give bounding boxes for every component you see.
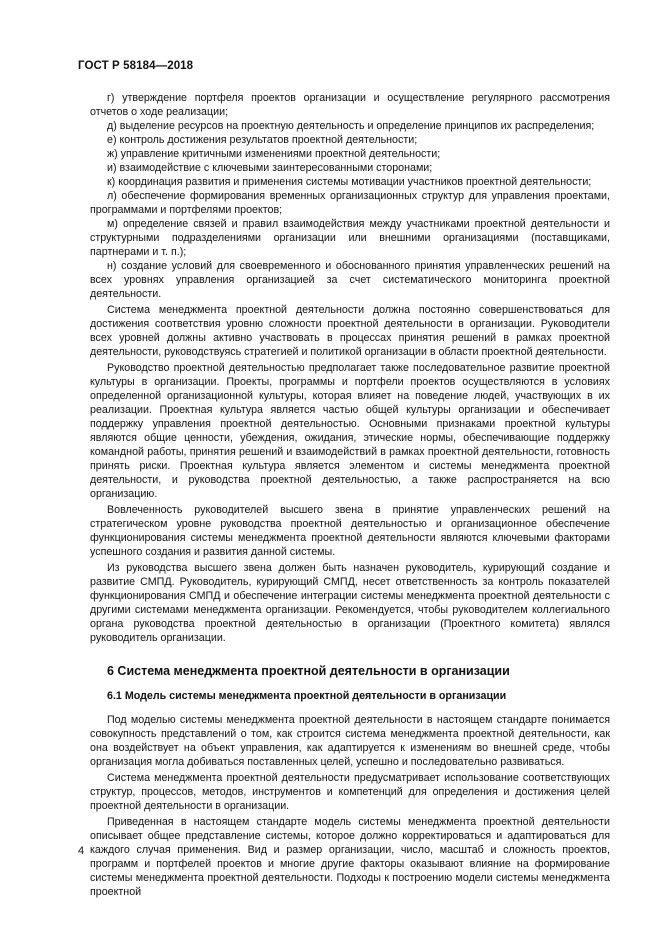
document-body (90, 91, 610, 899)
list-item: л) обеспечение формирования временных организационных структур для управления проектами, программами и портфелями проектов; (90, 190, 610, 216)
section-heading: 6 Система менеджмента проектной деятельности в организации (107, 664, 510, 678)
document-header: ГОСТ Р 58184—2018 (78, 60, 194, 72)
list-item: д) выделение ресурсов на проектную деятельность и определение принципов их распределения; (107, 120, 595, 132)
body-paragraph: Руководство проектной деятельностью предполагает также последовательное развитие проектной культуры в организации. Проекты, программы и портфели проектов осуществляются в условиях определенной организационной культуры, которая влияет на поведение людей, участвующих в их реализации. Проектная культура является частью общей культуры организации и обеспечивает поддержку управления проектной деятельностью. Основными признаками проектной культуры являются общие ценности, убеждения, ожидания, этические нормы, обеспечивающие поддержку командной работы, принятия решений и взаимодействий в рамках проектной деятельности, готовность принять риски. Проектная культура является элементом и системы менеджмента проектной деятельности, и руководства проектной деятельностью, а также распространяется на всю организацию. (90, 362, 610, 500)
list-item: г) утверждение портфеля проектов организации и осуществление регулярного рассмотрения отчетов о ходе реализации; (90, 92, 610, 118)
body-paragraph: Система менеджмента проектной деятельности должна постоянно совершенствоваться для достижения соответствия уровню сложности проектной деятельности в организации. Руководители всех уровней должны активно участвовать в процессах принятия решений в рамках проектной деятельности, руководствуясь стратегией и политикой организации в области проектной деятельности. (90, 304, 610, 358)
list-item: и) взаимодействие с ключевыми заинтересованными сторонами; (107, 162, 433, 174)
body-paragraph: Вовлеченность руководителей высшего звена в принятие управленческих решений на стратегическом уровне руководства проектной деятельностью и организационное обеспечение функционирования системы менеджмента проектной деятельности являются ключевыми факторами успешного создания и развития данной системы. (90, 504, 610, 558)
body-paragraph: Из руководства высшего звена должен быть назначен руководитель, курирующий создание и развитие СМПД. Руководитель, курирующий СМПД, несет ответственность за контроль показателей функционирования СМПД и обеспечение интеграции системы менеджмента проектной деятельности с другими системами менеджмента организации. Рекомендуется, чтобы руководителем коллегиального органа руководства проектной деятельностью в организации (Проектного комитета) являлся руководитель организации. (90, 562, 610, 644)
body-paragraph: Система менеджмента проектной деятельности предусматривает использование соответствующих структур, процессов, методов, инструментов и компетенций для определения и достижения целей проектной деятельности в организации. (90, 772, 610, 812)
page-number: 4 (78, 845, 85, 857)
body-paragraph: Приведенная в настоящем стандарте модель системы менеджмента проектной деятельности описывает общее представление системы, которое должно корректироваться и адаптироваться для каждого случая применения. Вид и размер организации, число, масштаб и сложность проектов, программ и портфелей проектов и многие другие факторы оказывают влияние на формирование системы менеджмента проектной деятельности. Подходы к построению модели системы менеджмента проектной (90, 816, 610, 898)
list-item: е) контроль достижения результатов проектной деятельности; (107, 134, 418, 146)
list-item: к) координация развития и применения системы мотивации участников проектной деятельности; (107, 176, 592, 188)
subsection-heading: 6.1 Модель системы менеджмента проектной деятельности в организации (107, 690, 507, 702)
list-item: ж) управление критичными изменениями проектной деятельности; (107, 148, 441, 160)
body-paragraph: Под моделью системы менеджмента проектной деятельности в настоящем стандарте понимается совокупность представлений о том, как строится система менеджмента проектной деятельности, как она воздействует на объект управления, как адаптируется к изменениям во внешней среде, чтобы организация могла добиваться поставленных целей, успешно и последовательно развиваться. (90, 714, 610, 768)
list-item: н) создание условий для своевременного и обоснованного принятия управленческих решений на всех уровнях управления организацией за счет систематического мониторинга проектной деятельности. (90, 260, 610, 300)
list-item: м) определение связей и правил взаимодействия между участниками проектной деятельности и структурными подразделениями организации или внешними организациями (поставщиками, партнерами и т. п.); (90, 218, 610, 258)
